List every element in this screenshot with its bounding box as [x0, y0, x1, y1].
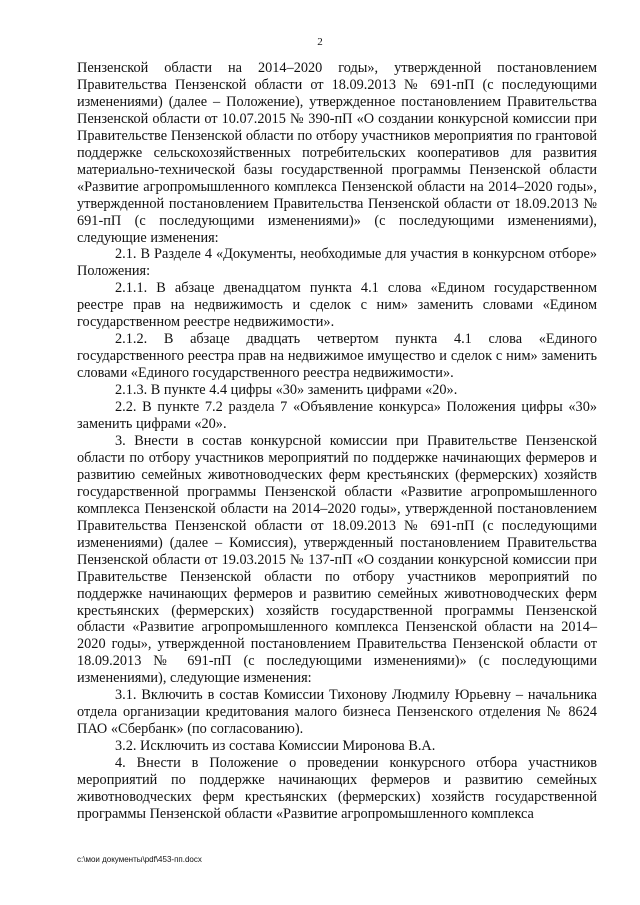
document-body	[77, 60, 597, 823]
footer-file-path: c:\мои документы\pdf\453-пп.docx	[77, 855, 202, 864]
paragraph-4: 4. Внести в Положение о проведении конкурсного отбора участников мероприятий по поддержке начинающих фермеров и развитию семейных животноводческих ферм крестьянских (фермерских) хозяйств государственной программы Пензенской области «Развитие агропромышленного комплекса	[77, 755, 597, 822]
paragraph-2-1-2: 2.1.2. В абзаце двадцать четвертом пункта 4.1 слова «Единого государственного реестра прав на недвижимое имущество и сделок с ним» заменить словами «Единого государственного реестра недвижимости».	[77, 331, 597, 382]
paragraph-2-2: 2.2. В пункте 7.2 раздела 7 «Объявление конкурса» Положения цифры «30» заменить цифрами «20».	[77, 399, 597, 433]
paragraph-2-1: 2.1. В Разделе 4 «Документы, необходимые для участия в конкурсном отборе» Положения:	[77, 246, 597, 280]
paragraph-continuation: Пензенской области на 2014–2020 годы», утвержденной постановлением Правительства Пензенской области от 18.09.2013 № 691-пП (с последующими изменениями) (далее – Положение), утвержденное постановлением Правительства Пензенской области от 10.07.2015 № 390-пП «О создании конкурсной комиссии при Правительстве Пензенской области по отбору участников мероприятия по грантовой поддержке сельскохозяйственных потребительских кооперативов для развития материально-технической базы государственной программы Пензенской области «Развитие агропромышленного комплекса Пензенской области на 2014–2020 годы», утвержденной постановлением Правительства Пензенской области от 18.09.2013 № 691-пП (с последующими изменениями)» (с последующими изменениями), следующие изменения:	[77, 60, 597, 246]
paragraph-2-1-3: 2.1.3. В пункте 4.4 цифры «30» заменить цифрами «20».	[115, 382, 458, 399]
paragraph-3-1: 3.1. Включить в состав Комиссии Тихонову Людмилу Юрьевну – начальника отдела организации кредитования малого бизнеса Пензенского отделения № 8624 ПАО «Сбербанк» (по согласованию).	[77, 687, 597, 738]
paragraph-3-2: 3.2. Исключить из состава Комиссии Миронова В.А.	[115, 738, 436, 755]
paragraph-2-1-1: 2.1.1. В абзаце двенадцатом пункта 4.1 слова «Едином государственном реестре прав на недвижимость и сделок с ним» заменить словами «Едином государственном реестре недвижимости».	[77, 280, 597, 331]
paragraph-3: 3. Внести в состав конкурсной комиссии при Правительстве Пензенской области по отбору участников мероприятий по поддержке начинающих фермеров и развитию семейных животноводческих ферм крестьянских (фермерских) хозяйств государственной программы Пензенской области «Развитие агропромышленного комплекса Пензенской области на 2014–2020 годы», утвержденной постановлением Правительства Пензенской области от 18.09.2013 № 691-пП (с последующими изменениями) (далее – Комиссия), утвержденный постановлением Правительства Пензенской области от 19.03.2015 № 137-пП «О создании конкурсной комиссии при Правительстве Пензенской области по отбору участников мероприятий по поддержке начинающих фермеров и развитию семейных животноводческих ферм крестьянских (фермерских) хозяйств государственной программы Пензенской области «Развитие агропромышленного комплекса Пензенской области на 2014–2020 годы», утвержденной постановлением Правительства Пензенской области от 18.09.2013 № 691-пП (с последующими изменениями)» (с последующими изменениями), следующие изменения:	[77, 432, 597, 687]
page-number: 2	[317, 36, 323, 48]
